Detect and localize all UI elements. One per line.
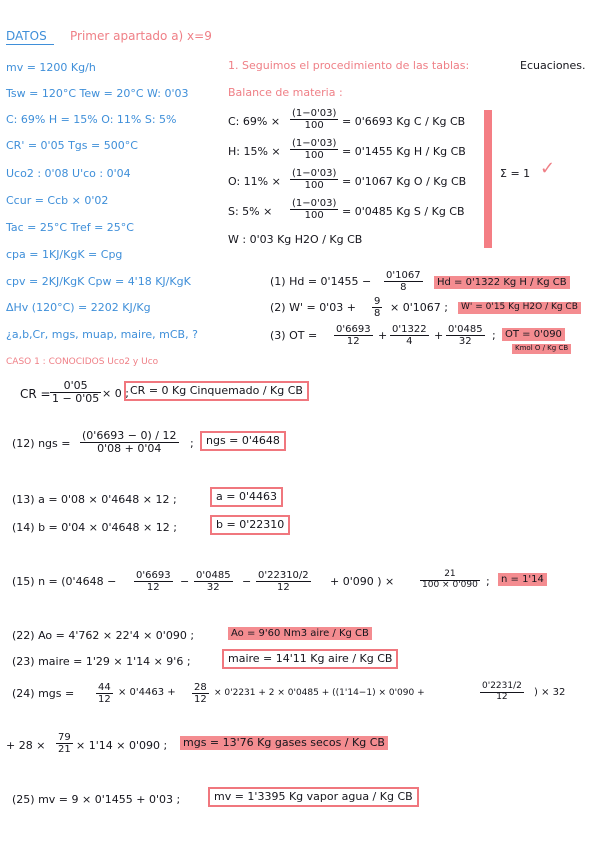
dato-mv: mv = 1200 Kg/h — [6, 61, 96, 74]
dato-ccur: Ccur = Ccb × 0'02 — [6, 194, 109, 207]
page-subtitle: Primer apartado a) x=9 — [70, 29, 212, 43]
eq3-plus-1: + — [378, 329, 388, 342]
eq24-lhs: (24) mgs = — [12, 687, 75, 700]
balance-s-frac: $\frac{(1-0'03)}{100}$ — [292, 198, 337, 221]
eq24-part-2: × 0'2231 + 2 × 0'0485 + ((1'14−1) × 0'090 + — [214, 688, 425, 698]
dato-cpv: cpv = 2KJ/KgK Cpw = 4'18 KJ/KgK — [6, 275, 191, 288]
cr-mid: × 0 ; — [102, 387, 129, 400]
dato-dhv: ΔHv (120°C) = 2202 KJ/Kg — [6, 301, 151, 314]
eq12-frac: $\frac{(0'6693 - 0) / 12}{0'08 + 0'04}$ — [82, 429, 177, 456]
dato-temps: Tsw = 120°C Tew = 20°C W: 0'03 — [6, 87, 189, 100]
balance-c-result: = 0'6693 Kg C / Kg CB — [342, 115, 466, 128]
eq13-eq: (13) a = 0'08 × 0'4648 × 12 ; — [12, 493, 177, 506]
eq3-frac-2: $\frac{0'1322}{4}$ — [392, 324, 427, 347]
eq12-result-box: ngs = 0'4648 — [200, 431, 286, 451]
eq24-frac-2: $\frac{28}{12}$ — [194, 682, 207, 705]
sum-label: Σ = 1 — [500, 167, 531, 180]
balance-o-frac: $\frac{(1-0'03)}{100}$ — [292, 168, 337, 191]
eq3-plus-2: + — [434, 329, 444, 342]
eq24-frac-4: $\frac{79}{21}$ — [58, 732, 71, 755]
eq24-cont-post: × 1'14 × 0'090 ; — [76, 739, 168, 752]
check-icon: ✓ — [540, 158, 556, 179]
balance-c-frac: $\frac{(1-0'03)}{100}$ — [292, 108, 337, 131]
cr-lhs: CR = — [20, 387, 51, 401]
eq15-frac-1: $\frac{0'6693}{12}$ — [136, 570, 171, 593]
eq1-frac: $\frac{0'1067}{8}$ — [386, 270, 421, 293]
dato-vco2: Uco2 : 0'08 U'co : 0'04 — [6, 167, 131, 180]
dato-tac: Tac = 25°C Tref = 25°C — [6, 221, 134, 234]
cr-frac: $\frac{0'05}{1 - 0'05}$ — [52, 379, 100, 406]
page-title: DATOS — [6, 29, 47, 43]
eq1-result: Hd = 0'1322 Kg H / Kg CB — [434, 276, 570, 289]
eq25-eq: (25) mv = 9 × 0'1455 + 0'03 ; — [12, 793, 181, 806]
eq12-lhs: (12) ngs = — [12, 437, 71, 450]
caso-title: CASO 1 : CONOCIDOS Uco2 y Uco — [6, 357, 159, 367]
eq15-frac-2: $\frac{0'0485}{32}$ — [196, 570, 231, 593]
balance-o-pre: O: 11% × — [228, 175, 281, 188]
eq3-lhs: (3) OT = — [270, 329, 318, 342]
eq1-lhs: (1) Hd = 0'1455 − — [270, 275, 372, 288]
eq15-result: n = 1'14 — [498, 573, 547, 586]
eq3-frac-3: $\frac{0'0485}{32}$ — [448, 324, 483, 347]
eq15-frac-4: $\frac{21}{100 \times 0'090}$ — [422, 569, 478, 590]
balance-h-result: = 0'1455 Kg H / Kg CB — [342, 145, 466, 158]
eq2-mid: × 0'1067 ; — [390, 301, 448, 314]
balance-h-pre: H: 15% × — [228, 145, 281, 158]
eq24-frac-3: $\frac{0'2231/2}{12}$ — [482, 681, 522, 702]
eq14-result-box: b = 0'22310 — [210, 515, 290, 535]
eq13-result-box: a = 0'4463 — [210, 487, 283, 507]
eq23-eq: (23) maire = 1'29 × 1'14 × 9'6 ; — [12, 655, 191, 668]
balance-s-result: = 0'0485 Kg S / Kg CB — [342, 205, 465, 218]
eq14-eq: (14) b = 0'04 × 0'4648 × 12 ; — [12, 521, 177, 534]
eq3-result-unit: Kmol O / Kg CB — [512, 344, 571, 354]
balance-o-result: = 0'1067 Kg O / Kg CB — [342, 175, 467, 188]
eq3-frac-1: $\frac{0'6693}{12}$ — [336, 324, 371, 347]
sum-bracket — [484, 110, 492, 248]
balance-s-pre: S: 5% × — [228, 205, 273, 218]
balance-water: W : 0'03 Kg H2O / Kg CB — [228, 233, 363, 246]
procedure-step: 1. Seguimos el procedimiento de las tablas: — [228, 59, 470, 72]
dato-comp: C: 69% H = 15% O: 11% S: 5% — [6, 113, 177, 126]
cr-result-box: CR = 0 Kg Cinquemado / Kg CB — [124, 381, 309, 401]
eq2-result: W' = 0'15 Kg H2O / Kg CB — [458, 302, 581, 314]
eq2-frac: $\frac{9}{8}$ — [374, 296, 381, 319]
eq3-result: OT = 0'090 — [502, 328, 565, 341]
eq24-result: mgs = 13'76 Kg gases secos / Kg CB — [180, 736, 388, 750]
eq24-part-3: ) × 32 — [534, 687, 566, 698]
eq15-lhs: (15) n = (0'4648 − — [12, 575, 117, 588]
eq15-frac-3: $\frac{0'22310/2}{12}$ — [258, 570, 309, 593]
eq15-tail: + 0'090 ) × — [330, 575, 395, 588]
eq22-result: Ao = 9'60 Nm3 aire / Kg CB — [228, 627, 372, 640]
eq24-frac-1: $\frac{44}{12}$ — [98, 682, 111, 705]
title-underline — [6, 44, 54, 45]
balance-heading: Balance de materia : — [228, 86, 343, 99]
dato-question: ¿a,b,Cr, mgs, muap, maire, mCB, ? — [6, 328, 198, 341]
eq23-result-box: maire = 14'11 Kg aire / Kg CB — [222, 649, 398, 669]
dato-cpa: cpa = 1KJ/KgK = Cpg — [6, 248, 123, 261]
eq22-eq: (22) Ao = 4'762 × 22'4 × 0'090 ; — [12, 629, 195, 642]
dato-cr-tgs: CR' = 0'05 Tgs = 500°C — [6, 139, 138, 152]
eq25-result-box: mv = 1'3395 Kg vapor agua / Kg CB — [208, 787, 419, 807]
eq24-part-1: × 0'4463 + — [118, 687, 176, 698]
balance-h-frac: $\frac{(1-0'03)}{100}$ — [292, 138, 337, 161]
eq2-lhs: (2) W' = 0'03 + — [270, 301, 356, 314]
eq24-cont-pre: + 28 × — [6, 739, 46, 752]
balance-c-pre: C: 69% × — [228, 115, 281, 128]
procedure-step-suffix: Ecuaciones. — [520, 59, 586, 72]
